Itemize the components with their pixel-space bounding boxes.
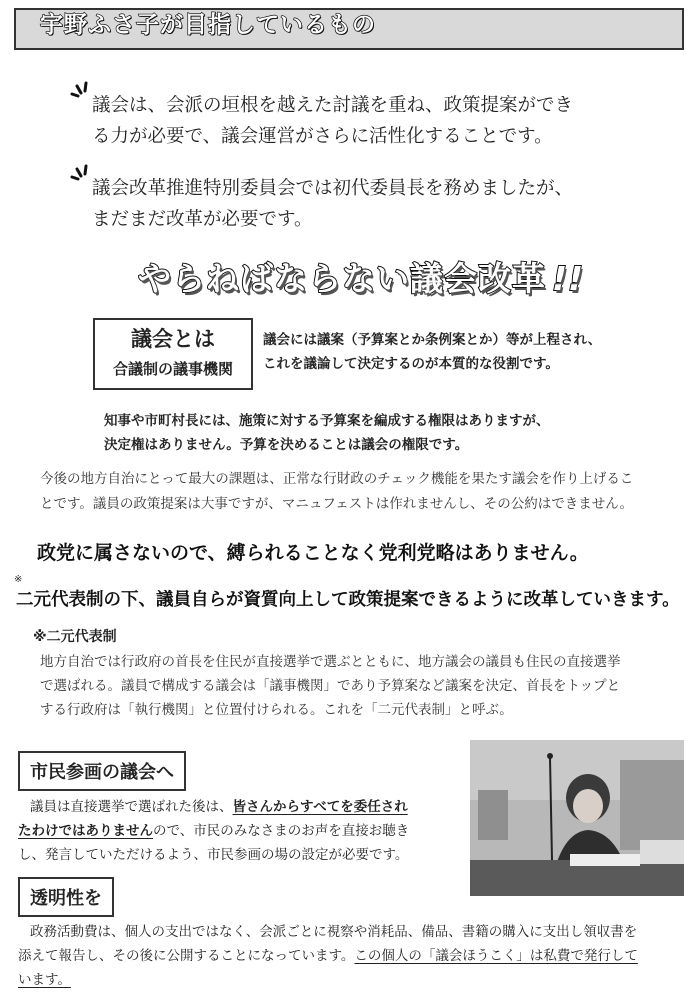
slogan-exclamation: !! — [552, 259, 585, 298]
issue-line-2: とです。議員の政策提案は大事ですが、マニュフェストは作れませんし、その公約はできません。 — [40, 496, 634, 512]
goal-2-line-1: 議会改革推進特別委員会では初代委員長を務めましたが、 — [92, 178, 574, 199]
citizen-line-2-emphasis: たわけではありません — [18, 823, 153, 839]
transparency-line-1: 政務活動費は、個人の支出ではなく、会派ごとに視察や消耗品、備品、書籍の購入に支出し領収書を — [30, 924, 638, 940]
transparency-line-3 — [18, 968, 71, 992]
statement-mark: ※ — [14, 574, 23, 585]
statement-line-1: 政党に属さないので、縛られることなく党利党略はありません。 — [37, 542, 589, 564]
citizen-line-2-text: ので、市民のみなさまのお声を直接お聴き — [153, 823, 410, 839]
statement-line-2: 二元代表制の下、議員自らが資質向上して政策提案できるように改革していきます。 — [16, 590, 680, 610]
definition-desc-line-1: 議会には議案（予算案とか条例案とか）等が上程され、 — [263, 332, 602, 348]
citizen-line-1 — [30, 795, 408, 819]
slogan-text: やらねばならない議会改革 — [138, 259, 546, 298]
goal-1-line-1: 議会は、会派の垣根を越えた討議を重ね、政策提案ができ — [92, 95, 574, 116]
transparency-line-2-text: 添えて報告し、その後に公開することになっています。 — [18, 948, 355, 964]
definition-subtitle: 合議制の議事機関 — [112, 360, 233, 378]
goal-1-line-2: る力が必要で、議会運営がさらに活性化することです。 — [92, 126, 553, 147]
citizen-line-2 — [18, 819, 409, 843]
definition-desc-line-2: これを議論して決定するのが本質的な役割です。 — [263, 356, 559, 372]
council-member-photo — [470, 740, 684, 896]
footnote-line-1: 地方自治では行政府の首長を住民が直接選挙で選ぶとともに、地方議会の議員も住民の直接選挙 — [40, 654, 621, 670]
authority-note-line-2: 決定権はありません。予算を決めることは議会の権限です。 — [104, 437, 469, 453]
transparency-heading: 透明性を — [18, 877, 114, 917]
citizen-line-3: し、発言していただけるよう、市民参画の場の設定が必要です。 — [18, 847, 409, 863]
definition-title: 議会とは — [131, 327, 215, 351]
goal-2-line-2: まだまだ改革が必要です。 — [92, 209, 313, 230]
transparency-line-2 — [18, 944, 638, 968]
authority-note-line-1: 知事や市町村長には、施策に対する予算案を編成する権限はありますが、 — [104, 413, 550, 429]
citizen-heading: 市民参画の議会へ — [18, 751, 186, 791]
issue-line-1: 今後の地方自治にとって最大の課題は、正常な行財政のチェック機能を果たす議会を作り上げるこ — [40, 471, 634, 487]
citizen-line-1-emphasis: 皆さんからすべてを委任され — [232, 799, 408, 815]
footnote-line-3: する行政府は「執行機関」と位置付けられる。これを「二元代表制」と呼ぶ。 — [40, 702, 513, 718]
transparency-line-2-emphasis: この個人の「議会ほうこく」は私費で発行して — [354, 948, 638, 964]
citizen-line-1-text: 議員は直接選挙で選ばれた後は、 — [30, 799, 233, 815]
page-title: 宇野ふさ子が目指しているもの — [40, 12, 376, 38]
slogan — [138, 253, 584, 300]
footnote-title: ※二元代表制 — [33, 629, 117, 645]
footnote-line-2: で選ばれる。議員で構成する議会は「議事機関」であり予算案など議案を決定、首長をトップと — [40, 678, 621, 694]
transparency-line-3-emphasis: います。 — [18, 972, 71, 988]
definition-box — [93, 318, 253, 390]
